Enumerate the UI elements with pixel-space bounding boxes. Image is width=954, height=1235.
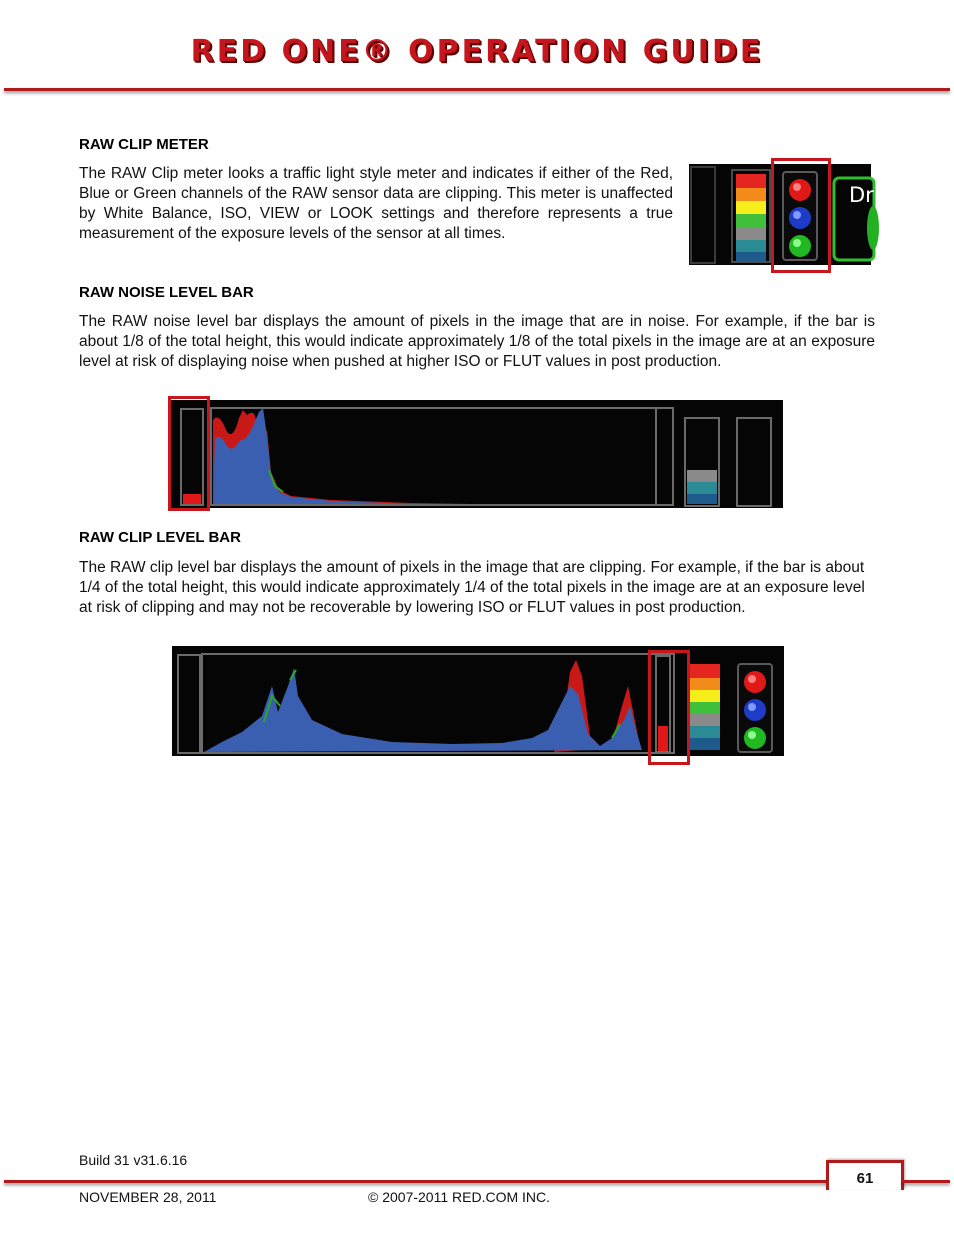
- footer-date: NOVEMBER 28, 2011: [79, 1189, 217, 1205]
- section-heading-raw-clip-level-bar: RAW CLIP LEVEL BAR: [79, 529, 241, 546]
- page-number: 61: [856, 1170, 874, 1187]
- section-body-raw-clip-level-bar: The RAW clip level bar displays the amount of pixels in the image that are clipping. For example, if the bar is about 1/4 of the total height, this would indicate approximately 1/4 of the total pixels in the image are at an exposure level at risk of clipping and may not be recoverable by lowering ISO or FLUT values in post production.: [79, 559, 865, 616]
- footer-build: Build 31 v31.6.16: [79, 1152, 188, 1168]
- footer-rule-left: [4, 1180, 830, 1183]
- section-body-raw-clip-meter: The RAW Clip meter looks a traffic light style meter and indicates if either of the Red, Blue or Green channels of the RAW sensor data are clipping. This meter is unaffected by White Balance, ISO, VIEW or LOOK settings and therefore represents a true measurement of the exposure levels of the sensor at all times.: [79, 165, 673, 242]
- clip-bar-callout: [648, 650, 690, 765]
- raw-noise-level-bar-screenshot: [171, 400, 783, 508]
- section-heading-raw-noise-level-bar: RAW NOISE LEVEL BAR: [79, 284, 254, 301]
- raw-noise-level-bar-graphic: [171, 400, 783, 508]
- raw-clip-level-bar-graphic: [172, 646, 784, 756]
- header-rule: [4, 88, 950, 91]
- page-header-title: RED ONE® OPERATION GUIDE: [190, 34, 764, 69]
- blue-light-icon-2: [744, 699, 766, 721]
- footer-copyright: © 2007-2011 RED.COM INC.: [368, 1189, 551, 1205]
- partial-label: Dr: [849, 183, 874, 207]
- red-light-icon-2: [744, 671, 766, 693]
- noise-bar-callout: [168, 396, 210, 511]
- clip-meter-callout: [771, 158, 831, 273]
- footer-rule-right: [902, 1180, 950, 1183]
- raw-clip-level-bar-screenshot: [172, 646, 784, 756]
- section-heading-raw-clip-meter: RAW CLIP METER: [79, 136, 209, 153]
- green-light-icon-2: [744, 727, 766, 749]
- section-body-raw-noise-level-bar: The RAW noise level bar displays the amount of pixels in the image that are in noise. For example, if the bar is about 1/8 of the total height, this would indicate approximately 1/8 of the total pixels in the image are at an exposure level at risk of displaying noise when pushed at higher ISO or FLUT values in post production.: [79, 313, 875, 370]
